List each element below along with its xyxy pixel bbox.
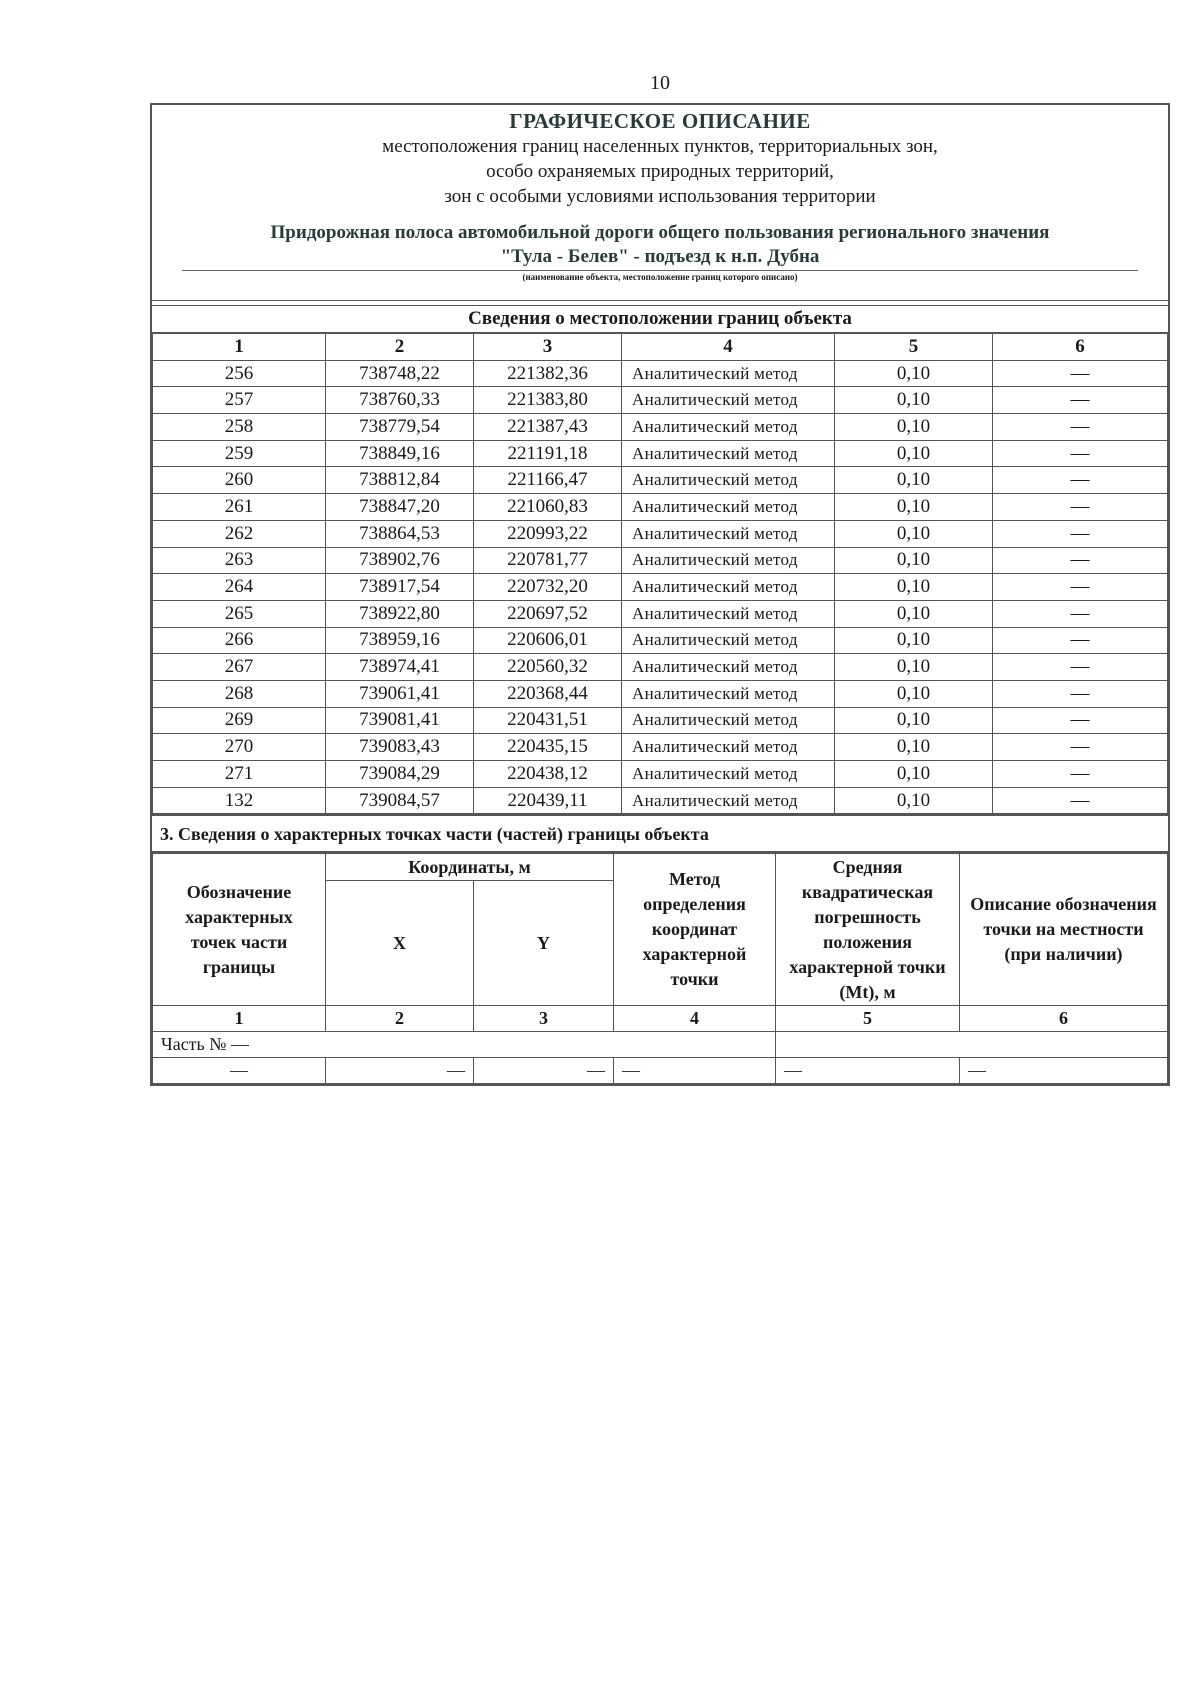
point-number-cell: 267 xyxy=(153,654,326,681)
column-number: 2 xyxy=(326,1006,474,1032)
x-coordinate-cell: 738760,33 xyxy=(326,387,474,414)
error-cell: 0,10 xyxy=(835,787,993,814)
column-number: 5 xyxy=(776,1006,960,1032)
y-coordinate-cell: 220560,32 xyxy=(474,654,622,681)
header-designation: Обозначение характерных точек части границы xyxy=(153,854,326,1006)
x-coordinate-cell: 738748,22 xyxy=(326,360,474,387)
y-coordinate-cell: 221166,47 xyxy=(474,467,622,494)
x-coordinate-cell: 739083,43 xyxy=(326,734,474,761)
header-error: Средняя квадратическая погрешность положения характерной точки (Mt), м xyxy=(776,854,960,1006)
document-frame xyxy=(150,103,1170,1086)
object-name-caption: (наименование объекта, местоположение границ которого описано) xyxy=(522,272,798,282)
method-cell: Аналитический метод xyxy=(622,494,835,521)
x-coordinate-cell: 738959,16 xyxy=(326,627,474,654)
description-cell: — xyxy=(993,467,1168,494)
method-cell: Аналитический метод xyxy=(622,414,835,441)
method-cell: Аналитический метод xyxy=(622,574,835,601)
method-cell: Аналитический метод xyxy=(622,360,835,387)
error-cell: 0,10 xyxy=(835,414,993,441)
point-number-cell: 271 xyxy=(153,761,326,788)
empty-cell: — xyxy=(153,1058,326,1084)
section3-title: 3. Сведения о характерных точках части (частей) границы объекта xyxy=(152,814,1168,853)
point-number-cell: 264 xyxy=(153,574,326,601)
header-y: Y xyxy=(474,881,614,1006)
table-row xyxy=(153,387,1168,414)
point-number-cell: 259 xyxy=(153,440,326,467)
table-row xyxy=(153,467,1168,494)
x-coordinate-cell: 739084,57 xyxy=(326,787,474,814)
y-coordinate-cell: 220606,01 xyxy=(474,627,622,654)
error-cell: 0,10 xyxy=(835,734,993,761)
empty-cell: — xyxy=(614,1058,776,1084)
method-cell: Аналитический метод xyxy=(622,654,835,681)
x-coordinate-cell: 739081,41 xyxy=(326,707,474,734)
point-number-cell: 256 xyxy=(153,360,326,387)
column-number: 1 xyxy=(153,1006,326,1032)
method-cell: Аналитический метод xyxy=(622,440,835,467)
y-coordinate-cell: 220438,12 xyxy=(474,761,622,788)
error-cell: 0,10 xyxy=(835,387,993,414)
error-cell: 0,10 xyxy=(835,680,993,707)
x-coordinate-cell: 739061,41 xyxy=(326,680,474,707)
x-coordinate-cell: 739084,29 xyxy=(326,761,474,788)
x-coordinate-cell: 738974,41 xyxy=(326,654,474,681)
header-description: Описание обозначения точки на местности (при наличии) xyxy=(960,854,1168,1006)
description-cell: — xyxy=(993,600,1168,627)
y-coordinate-cell: 220781,77 xyxy=(474,547,622,574)
x-coordinate-cell: 738917,54 xyxy=(326,574,474,601)
document-subtitle-line: особо охраняемых природных территорий, xyxy=(486,161,834,182)
error-cell: 0,10 xyxy=(835,574,993,601)
table-row xyxy=(153,520,1168,547)
boundaries-section-title: Сведения о местоположении границ объекта xyxy=(152,305,1168,333)
point-number-cell: 261 xyxy=(153,494,326,521)
error-cell: 0,10 xyxy=(835,547,993,574)
table-row xyxy=(153,600,1168,627)
table-row xyxy=(153,707,1168,734)
error-cell: 0,10 xyxy=(835,707,993,734)
table-row xyxy=(153,360,1168,387)
x-coordinate-cell: 738847,20 xyxy=(326,494,474,521)
description-cell: — xyxy=(993,360,1168,387)
part-points-table xyxy=(152,853,1168,1084)
method-cell: Аналитический метод xyxy=(622,547,835,574)
table-row xyxy=(153,787,1168,814)
table-row xyxy=(153,627,1168,654)
page-number: 10 xyxy=(650,72,670,94)
error-cell: 0,10 xyxy=(835,440,993,467)
error-cell: 0,10 xyxy=(835,627,993,654)
method-cell: Аналитический метод xyxy=(622,467,835,494)
column-number: 6 xyxy=(960,1006,1168,1032)
object-name-line: Придорожная полоса автомобильной дороги общего пользования регионального значения xyxy=(270,222,1050,243)
point-number-cell: 260 xyxy=(153,467,326,494)
table-row xyxy=(153,761,1168,788)
document-subtitle-line: местоположения границ населенных пунктов, территориальных зон, xyxy=(382,136,938,157)
boundary-points-table xyxy=(152,333,1168,814)
y-coordinate-cell: 220732,20 xyxy=(474,574,622,601)
description-cell: — xyxy=(993,787,1168,814)
x-coordinate-cell: 738864,53 xyxy=(326,520,474,547)
point-number-cell: 258 xyxy=(153,414,326,441)
header-method: Метод определения координат характерной точки xyxy=(614,854,776,1006)
error-cell: 0,10 xyxy=(835,494,993,521)
y-coordinate-cell: 220993,22 xyxy=(474,520,622,547)
method-cell: Аналитический метод xyxy=(622,734,835,761)
error-cell: 0,10 xyxy=(835,761,993,788)
y-coordinate-cell: 221383,80 xyxy=(474,387,622,414)
table-row xyxy=(153,414,1168,441)
description-cell: — xyxy=(993,734,1168,761)
description-cell: — xyxy=(993,707,1168,734)
description-cell: — xyxy=(993,520,1168,547)
y-coordinate-cell: 221191,18 xyxy=(474,440,622,467)
y-coordinate-cell: 221060,83 xyxy=(474,494,622,521)
y-coordinate-cell: 220368,44 xyxy=(474,680,622,707)
part-label-empty xyxy=(776,1032,1168,1058)
point-number-cell: 265 xyxy=(153,600,326,627)
table-row xyxy=(153,734,1168,761)
y-coordinate-cell: 220697,52 xyxy=(474,600,622,627)
column-number: 4 xyxy=(614,1006,776,1032)
y-coordinate-cell: 221387,43 xyxy=(474,414,622,441)
method-cell: Аналитический метод xyxy=(622,787,835,814)
description-cell: — xyxy=(993,547,1168,574)
column-number-row xyxy=(153,334,1168,361)
description-cell: — xyxy=(993,761,1168,788)
description-cell: — xyxy=(993,654,1168,681)
column-number: 6 xyxy=(993,334,1168,361)
method-cell: Аналитический метод xyxy=(622,761,835,788)
table-row xyxy=(153,494,1168,521)
method-cell: Аналитический метод xyxy=(622,680,835,707)
description-cell: — xyxy=(993,627,1168,654)
document-header xyxy=(152,105,1168,301)
x-coordinate-cell: 738849,16 xyxy=(326,440,474,467)
description-cell: — xyxy=(993,387,1168,414)
error-cell: 0,10 xyxy=(835,467,993,494)
y-coordinate-cell: 220431,51 xyxy=(474,707,622,734)
table-row xyxy=(153,654,1168,681)
point-number-cell: 132 xyxy=(153,787,326,814)
method-cell: Аналитический метод xyxy=(622,520,835,547)
part-label: Часть № — xyxy=(153,1032,776,1058)
column-number: 1 xyxy=(153,334,326,361)
empty-cell: — xyxy=(960,1058,1168,1084)
point-number-cell: 266 xyxy=(153,627,326,654)
empty-cell: — xyxy=(776,1058,960,1084)
point-number-cell: 269 xyxy=(153,707,326,734)
column-number: 4 xyxy=(622,334,835,361)
point-number-cell: 262 xyxy=(153,520,326,547)
description-cell: — xyxy=(993,494,1168,521)
point-number-cell: 270 xyxy=(153,734,326,761)
x-coordinate-cell: 738922,80 xyxy=(326,600,474,627)
document-subtitle-line: зон с особыми условиями использования территории xyxy=(444,186,876,207)
object-name-line: "Тула - Белев" - подъезд к н.п. Дубна xyxy=(500,246,820,267)
column-number: 5 xyxy=(835,334,993,361)
method-cell: Аналитический метод xyxy=(622,600,835,627)
description-cell: — xyxy=(993,414,1168,441)
column-number: 3 xyxy=(474,334,622,361)
y-coordinate-cell: 220439,11 xyxy=(474,787,622,814)
description-cell: — xyxy=(993,680,1168,707)
empty-cell: — xyxy=(326,1058,474,1084)
point-number-cell: 268 xyxy=(153,680,326,707)
empty-cell: — xyxy=(474,1058,614,1084)
x-coordinate-cell: 738902,76 xyxy=(326,547,474,574)
error-cell: 0,10 xyxy=(835,600,993,627)
x-coordinate-cell: 738779,54 xyxy=(326,414,474,441)
point-number-cell: 257 xyxy=(153,387,326,414)
y-coordinate-cell: 221382,36 xyxy=(474,360,622,387)
column-number: 2 xyxy=(326,334,474,361)
object-name xyxy=(172,221,1148,269)
x-coordinate-cell: 738812,84 xyxy=(326,467,474,494)
table-row xyxy=(153,440,1168,467)
error-cell: 0,10 xyxy=(835,360,993,387)
header-x: X xyxy=(326,881,474,1006)
object-name-underline xyxy=(182,270,1138,271)
method-cell: Аналитический метод xyxy=(622,387,835,414)
error-cell: 0,10 xyxy=(835,520,993,547)
point-number-cell: 263 xyxy=(153,547,326,574)
method-cell: Аналитический метод xyxy=(622,707,835,734)
table-row xyxy=(153,547,1168,574)
error-cell: 0,10 xyxy=(835,654,993,681)
document-title: ГРАФИЧЕСКОЕ ОПИСАНИЕ xyxy=(509,109,811,133)
description-cell: — xyxy=(993,574,1168,601)
column-number: 3 xyxy=(474,1006,614,1032)
table-row xyxy=(153,574,1168,601)
y-coordinate-cell: 220435,15 xyxy=(474,734,622,761)
method-cell: Аналитический метод xyxy=(622,627,835,654)
table-row xyxy=(153,680,1168,707)
description-cell: — xyxy=(993,440,1168,467)
header-coordinates: Координаты, м xyxy=(326,854,614,881)
